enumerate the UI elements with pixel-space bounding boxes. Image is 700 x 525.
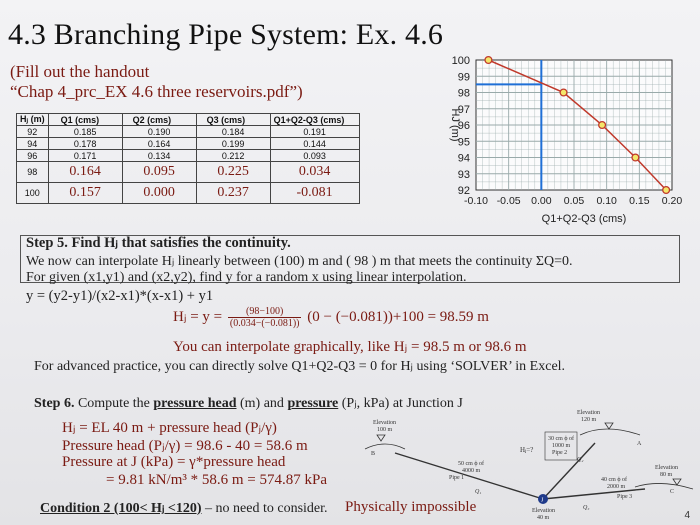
water-level-icon xyxy=(673,479,681,485)
x-tick-label: 0.05 xyxy=(563,195,585,207)
table-cell: 0.171 xyxy=(48,150,122,162)
y-tick-label: 100 xyxy=(451,55,470,67)
y-tick-label: 93 xyxy=(457,168,470,181)
pipe-1-diameter: 50 cm ϕ of xyxy=(458,461,484,467)
continuity-chart xyxy=(440,30,690,230)
table-cell: 0.185 xyxy=(48,126,122,138)
water-level-icon xyxy=(605,423,613,429)
table-header: Hⱼ (m) xyxy=(17,114,49,126)
x-tick-label: 0.00 xyxy=(531,195,552,207)
reservoir-diagram xyxy=(355,405,695,523)
table-row xyxy=(17,126,360,138)
y-tick-label: 97 xyxy=(457,103,470,116)
subtitle-line-2: “Chap 4_prc_EX 4.6 three reservoirs.pdf”) xyxy=(10,82,303,101)
x-tick-label: -0.05 xyxy=(496,195,521,207)
table-header: Q3 (cms) xyxy=(196,114,270,126)
table-cell: 96 xyxy=(17,150,49,162)
step5-line-1: We now can interpolate Hⱼ linearly between (100) m and ( 98 ) m that meets the continuity ΣQ=0. xyxy=(26,254,573,269)
x-tick-label: 0.15 xyxy=(629,195,650,207)
y-tick-label: 99 xyxy=(457,71,470,84)
y-tick-label: 96 xyxy=(457,120,470,132)
step6-pressure-head: pressure head xyxy=(153,396,237,411)
junction-elevation-label: Elevation xyxy=(532,508,555,514)
step6-text: (Pⱼ, kPa) at Junction J xyxy=(338,396,463,411)
step5-heading: Step 5. Find Hⱼ that satisfies the continuity. xyxy=(26,235,291,251)
table-header: Q2 (cms) xyxy=(122,114,196,126)
interpolation-equation xyxy=(173,306,489,329)
step6-line-3: Pressure at J (kPa) = γ*pressure head xyxy=(62,454,286,470)
pipe-2-label: Pipe 2 xyxy=(552,450,568,456)
table-cell: 0.184 xyxy=(196,126,270,138)
table-cell: 0.191 xyxy=(270,126,359,138)
step5-line-2: For given (x1,y1) and (x2,y2), find y for a random x using linear interpolation. xyxy=(26,270,467,285)
pipe-1-label: Pipe 1 xyxy=(449,475,465,481)
table-cell: 0.157 xyxy=(48,183,122,204)
page-number: 4 xyxy=(684,510,690,521)
reservoir-a-elevation-value: 100 m xyxy=(377,427,393,433)
flow-q1-label: Q₁ xyxy=(475,489,482,495)
reservoir-c-elevation-value: 80 m xyxy=(660,472,673,478)
table-cell: 0.093 xyxy=(270,150,359,162)
y-tick-label: 94 xyxy=(457,152,470,165)
table-cell: 100 xyxy=(17,183,49,204)
step6-line-4: = 9.81 kN/m³ * 58.6 m = 574.87 kPa xyxy=(106,472,328,488)
step5-line-3: y = (y2-y1)/(x2-x1)*(x-x1) + y1 xyxy=(26,288,214,304)
x-tick-label: -0.10 xyxy=(464,195,488,207)
reservoir-b-outline xyxy=(365,444,405,449)
data-point xyxy=(560,89,567,96)
reservoir-a-elevation-label: Elevation xyxy=(373,420,396,426)
table-row xyxy=(17,138,360,150)
table-cell: 0.237 xyxy=(196,183,270,204)
table-cell: 0.095 xyxy=(122,162,196,183)
data-point xyxy=(485,57,492,64)
reservoir-c-label: C xyxy=(670,489,675,495)
x-tick-label: 0.20 xyxy=(661,195,683,207)
table-row xyxy=(17,183,360,204)
table-cell: 0.178 xyxy=(48,138,122,150)
table-cell: 98 xyxy=(17,162,49,183)
equation-numerator: (98−100) xyxy=(228,306,302,318)
table-cell: -0.081 xyxy=(270,183,359,204)
pipe-3-diameter: 40 cm ϕ of xyxy=(601,477,627,483)
table-cell: 92 xyxy=(17,126,49,138)
y-axis-label: HJ (m) xyxy=(449,108,461,142)
data-point xyxy=(599,122,606,129)
condition-text: – no need to consider. xyxy=(201,501,328,516)
condition-line xyxy=(40,500,328,517)
y-tick-label: 98 xyxy=(457,87,470,100)
flow-q3-label: Q₃ xyxy=(583,505,590,511)
table-cell: 0.000 xyxy=(122,183,196,204)
table-header-row xyxy=(17,114,360,126)
reservoir-a-outline xyxy=(580,429,640,435)
pipe-3-length: 2000 m xyxy=(607,484,626,490)
pipe-1 xyxy=(395,453,543,499)
table-cell: 0.199 xyxy=(196,138,270,150)
reservoir-b-label: B xyxy=(371,451,376,457)
y-tick-label: 92 xyxy=(457,185,470,197)
reservoir-a-label: A xyxy=(637,441,642,447)
equation-lhs: Hⱼ = y = xyxy=(173,308,223,325)
water-level-icon xyxy=(377,435,385,441)
results-table xyxy=(16,113,360,204)
pipe-2-diameter: 30 cm ϕ of xyxy=(548,436,574,442)
data-point xyxy=(632,154,639,161)
table-cell: 0.164 xyxy=(48,162,122,183)
pipe-3-label: Pipe 3 xyxy=(617,494,633,500)
table-cell: 0.134 xyxy=(122,150,196,162)
table-cell: 94 xyxy=(17,138,49,150)
junction-elevation-value: 40 m xyxy=(537,515,550,521)
table-cell: 0.164 xyxy=(122,138,196,150)
table-cell: 0.034 xyxy=(270,162,359,183)
x-tick-label: 0.10 xyxy=(596,195,617,207)
table-cell: 0.212 xyxy=(196,150,270,162)
slide-title: 4.3 Branching Pipe System: Ex. 4.6 xyxy=(8,18,444,51)
table-cell: 0.190 xyxy=(122,126,196,138)
step5-line-5: For advanced practice, you can directly solve Q1+Q2-Q3 = 0 for Hⱼ using ‘SOLVER’ in Excel. xyxy=(34,359,566,374)
y-tick-label: 95 xyxy=(457,136,470,149)
junction-j-label: J xyxy=(541,497,544,504)
equation-fraction xyxy=(228,306,302,329)
pipe-2-length: 1000 m xyxy=(552,443,571,449)
reservoir-c-outline xyxy=(635,483,693,489)
reservoir-a-top-elevation-label: Elevation xyxy=(577,410,600,416)
equation-denominator: (0.034−(−0.081)) xyxy=(229,318,300,329)
x-axis-label: Q1+Q2-Q3 (cms) xyxy=(541,213,627,225)
table-row xyxy=(17,150,360,162)
table-cell: 0.225 xyxy=(196,162,270,183)
table-cell: 0.144 xyxy=(270,138,359,150)
step6-line-2: Pressure head (Pⱼ/γ) = 98.6 - 40 = 58.6 m xyxy=(62,438,308,454)
step6-pressure: pressure xyxy=(287,396,339,411)
condition-label: Condition 2 (100< Hⱼ <120) xyxy=(40,501,202,516)
step5-line-4: You can interpolate graphically, like Hⱼ = 98.5 m or 98.6 m xyxy=(173,339,527,355)
reservoir-a-top-elevation-value: 120 m xyxy=(581,417,597,423)
physically-impossible-note: Physically impossible xyxy=(345,499,477,515)
pipe-2 xyxy=(543,443,595,499)
table-row xyxy=(17,162,360,183)
pipe-1-length: 4000 m xyxy=(462,468,481,474)
table-header: Q1+Q2-Q3 (cms) xyxy=(270,114,359,126)
step6-text: Compute the xyxy=(74,396,154,411)
step6-line-1: Hⱼ = EL 40 m + pressure head (Pⱼ/γ) xyxy=(62,420,277,436)
step6-label: Step 6. xyxy=(34,396,75,411)
reservoir-c-elevation-label: Elevation xyxy=(655,465,678,471)
flow-q2-label: Q₂ xyxy=(577,457,584,463)
step6-text: (m) and xyxy=(236,396,288,411)
junction-head-label: Hⱼ=? xyxy=(520,446,534,454)
data-point xyxy=(663,187,670,194)
equation-rhs: (0 − (−0.081))+100 = 98.59 m xyxy=(307,308,489,325)
subtitle-line-1: (Fill out the handout xyxy=(10,62,150,81)
table-header: Q1 (cms) xyxy=(48,114,122,126)
